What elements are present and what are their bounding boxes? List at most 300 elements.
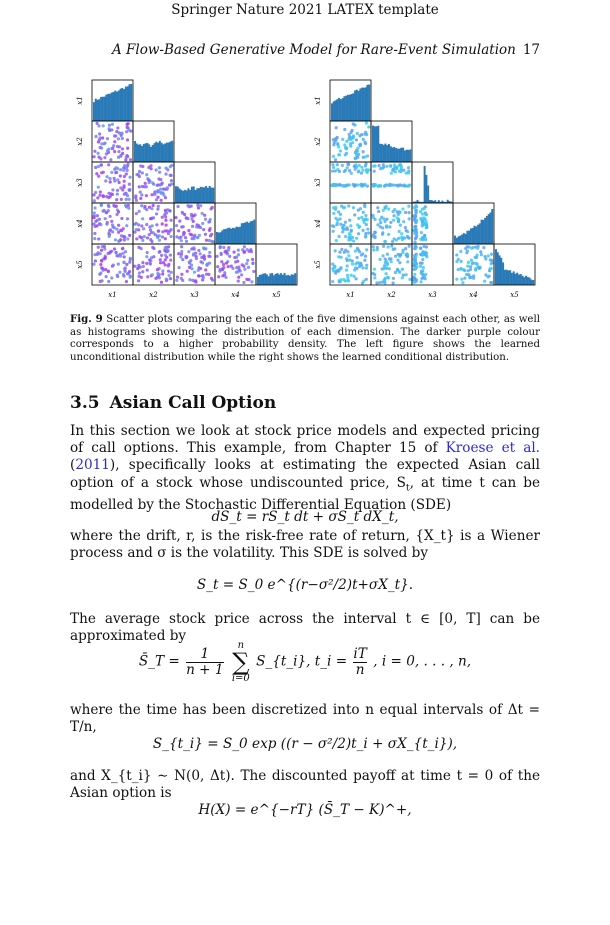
- scatter-point: [155, 212, 158, 215]
- scatter-point: [408, 245, 411, 248]
- scatter-point: [366, 154, 369, 157]
- scatter-point: [96, 122, 99, 125]
- scatter-point: [479, 250, 482, 253]
- histogram-bar: [179, 189, 181, 203]
- scatter-point: [139, 191, 142, 194]
- histogram-bar: [513, 271, 515, 285]
- scatter-point: [98, 218, 101, 221]
- histogram-bar: [347, 95, 349, 121]
- scatter-point: [364, 255, 367, 258]
- scatter-point: [103, 156, 106, 159]
- histogram-bar: [236, 227, 238, 244]
- scatter-point: [107, 232, 110, 235]
- axis-label-bottom: x3: [190, 291, 199, 299]
- scatter-point: [110, 128, 113, 131]
- scatter-point: [222, 266, 225, 269]
- histogram-bar: [475, 226, 477, 244]
- scatter-point: [125, 280, 128, 283]
- scatter-point: [120, 234, 123, 237]
- scatter-point: [345, 140, 348, 143]
- cell-r4-c2: [371, 203, 412, 244]
- sigma-symbol: ∑: [232, 648, 250, 676]
- scatter-point: [476, 247, 479, 250]
- scatter-point: [383, 264, 386, 267]
- citation-link[interactable]: Kroese et al.: [445, 440, 541, 457]
- scatter-point: [345, 184, 348, 187]
- scatter-point: [347, 254, 350, 257]
- scatter-point: [123, 180, 126, 183]
- scatter-point: [101, 136, 104, 139]
- scatter-point: [373, 273, 376, 276]
- paragraph-payoff: and X_{t_i} ∼ N(0, Δt). The discounted payoff at time t = 0 of the Asian option is: [70, 768, 540, 802]
- scatter-point: [469, 265, 472, 268]
- scatter-point: [137, 173, 140, 176]
- scatter-point: [372, 165, 375, 168]
- scatter-point: [126, 237, 129, 240]
- scatter-point: [100, 204, 103, 207]
- scatter-point: [483, 280, 486, 283]
- scatter-point: [348, 219, 351, 222]
- scatter-point: [113, 168, 116, 171]
- scatter-point: [168, 274, 171, 277]
- scatter-point: [187, 250, 190, 253]
- scatter-point: [364, 214, 367, 217]
- scatter-point: [343, 128, 346, 131]
- scatter-point: [100, 146, 103, 149]
- scatter-point: [202, 228, 205, 231]
- histogram-bar: [333, 101, 335, 121]
- histogram-bar: [351, 94, 353, 121]
- scatter-point: [413, 247, 416, 250]
- scatter-point: [374, 218, 377, 221]
- histogram-bar: [175, 186, 177, 203]
- scatter-point: [151, 273, 154, 276]
- histogram-bar: [148, 144, 150, 162]
- scatter-point: [116, 126, 119, 129]
- scatter-point: [364, 232, 367, 235]
- scatter-point: [210, 277, 213, 280]
- scatter-point: [336, 221, 339, 224]
- scatter-point: [140, 247, 143, 250]
- cell-r5-c2: [133, 244, 174, 285]
- histogram-bar: [388, 144, 390, 162]
- scatter-point: [470, 259, 473, 262]
- scatter-point: [351, 236, 354, 239]
- cell-r3-c2: [133, 162, 174, 203]
- scatter-point: [116, 145, 119, 148]
- scatter-point: [169, 165, 172, 168]
- scatter-point: [225, 251, 228, 254]
- scatter-point: [331, 262, 334, 265]
- scatter-point: [356, 261, 359, 264]
- histogram-bar: [379, 144, 381, 162]
- scatter-point: [188, 266, 191, 269]
- histogram-bar: [113, 92, 115, 121]
- scatter-point: [354, 157, 357, 160]
- cell-r4-c2: [133, 203, 174, 244]
- scatter-point: [151, 224, 154, 227]
- scatter-point: [167, 264, 170, 267]
- scatter-point: [357, 226, 360, 229]
- scatter-point: [100, 163, 103, 166]
- scatter-point: [162, 187, 165, 190]
- scatter-point: [196, 203, 199, 206]
- scatter-point: [124, 192, 127, 195]
- scatter-point: [166, 250, 169, 253]
- scatter-point: [387, 207, 390, 210]
- scatter-point: [121, 247, 124, 250]
- scatter-point: [237, 276, 240, 279]
- scatter-point: [111, 147, 114, 150]
- scatter-point: [122, 227, 125, 230]
- scatter-point: [487, 254, 490, 257]
- histogram-bar: [488, 214, 490, 244]
- scatter-point: [129, 276, 132, 279]
- scatter-point: [421, 258, 424, 261]
- scatter-point: [364, 164, 367, 167]
- histogram-bar: [230, 229, 232, 244]
- scatter-point: [424, 277, 427, 280]
- histogram-bar: [406, 150, 408, 162]
- scatter-point: [247, 266, 250, 269]
- scatter-point: [115, 205, 118, 208]
- cell-r5-c1: [92, 244, 133, 285]
- scatter-point: [363, 205, 366, 208]
- scatter-point: [352, 239, 355, 242]
- scatter-point: [104, 179, 107, 182]
- scatter-point: [421, 207, 424, 210]
- scatter-point: [394, 255, 397, 258]
- scatter-point: [156, 268, 159, 271]
- scatter-point: [141, 165, 144, 168]
- histogram-bar: [530, 280, 532, 285]
- scatter-point: [332, 166, 335, 169]
- scatter-point: [364, 217, 367, 220]
- scatter-point: [392, 277, 395, 280]
- scatter-point: [365, 223, 368, 226]
- scatter-point: [376, 206, 379, 209]
- histogram-bar: [237, 227, 239, 244]
- histogram-bar: [196, 188, 198, 203]
- scatter-point: [419, 280, 422, 283]
- scatter-point: [381, 267, 384, 270]
- scatter-point: [139, 197, 142, 200]
- scatter-point: [358, 250, 361, 253]
- scatter-point: [98, 194, 101, 197]
- scatter-point: [423, 245, 426, 248]
- scatter-point: [105, 275, 108, 278]
- scatter-point: [187, 229, 190, 232]
- scatter-point: [467, 245, 470, 248]
- scatter-point: [363, 133, 366, 136]
- scatter-point: [482, 246, 485, 249]
- scatter-point: [252, 270, 255, 273]
- scatter-point: [125, 224, 128, 227]
- scatter-point: [119, 132, 122, 135]
- scatter-point: [122, 186, 125, 189]
- scatter-point: [247, 250, 250, 253]
- axis-label-bottom: x4: [469, 291, 478, 299]
- cell-r3-c3: [412, 162, 453, 203]
- scatter-point: [419, 262, 422, 265]
- scatter-point: [354, 249, 357, 252]
- histogram-bar: [338, 98, 340, 121]
- scatter-point: [108, 124, 111, 127]
- eq3-frac2-num: iT: [353, 645, 367, 662]
- eq3-sum-bot: i=0: [231, 673, 250, 684]
- histogram-bar: [277, 273, 279, 285]
- histogram-bar: [116, 92, 118, 121]
- cell-r5-c4: [453, 244, 494, 285]
- scatter-point: [99, 157, 102, 160]
- scatter-point: [378, 184, 381, 187]
- scatter-point: [360, 216, 363, 219]
- intro-text-2: ), specifically looks at estimating the expected Asian call option of a stock whose undiscounted price, S: [70, 457, 540, 491]
- histogram-bar: [458, 236, 460, 244]
- scatter-point: [150, 167, 153, 170]
- scatter-point: [135, 212, 138, 215]
- scatter-point: [97, 152, 100, 155]
- histogram-bar: [359, 89, 361, 121]
- histogram-bar: [161, 143, 163, 162]
- scatter-point: [158, 166, 161, 169]
- scatter-point: [140, 236, 143, 239]
- histogram-bar: [342, 98, 344, 121]
- histogram-bar: [182, 191, 184, 203]
- histogram-bar: [193, 186, 195, 203]
- scatter-point: [113, 140, 116, 143]
- scatter-point: [381, 226, 384, 229]
- scatter-point: [119, 186, 122, 189]
- histogram-bar: [461, 235, 463, 244]
- scatter-point: [191, 279, 194, 282]
- scatter-point: [144, 182, 147, 185]
- scatter-point: [140, 193, 143, 196]
- histogram-bar: [374, 126, 376, 162]
- scatter-point: [408, 217, 411, 220]
- scatter-point: [105, 211, 108, 214]
- scatter-point: [401, 276, 404, 279]
- scatter-point: [240, 273, 243, 276]
- eq3-tail: , i = 0, . . . , n,: [373, 653, 472, 670]
- scatter-point: [396, 268, 399, 271]
- histogram-bar: [392, 148, 394, 162]
- histogram-bar: [155, 142, 157, 162]
- scatter-point: [358, 164, 361, 167]
- scatter-point: [123, 164, 126, 167]
- scatter-point: [389, 257, 392, 260]
- scatter-point: [216, 255, 219, 258]
- scatter-point: [358, 134, 361, 137]
- scatter-point: [127, 129, 130, 132]
- scatter-point: [204, 218, 207, 221]
- scatter-point: [109, 215, 112, 218]
- scatter-point: [455, 278, 458, 281]
- histogram-bar: [383, 145, 385, 162]
- cell-r5-c5: [494, 244, 535, 285]
- scatter-point: [180, 250, 183, 253]
- axis-label-left: x2: [76, 137, 84, 146]
- eq3-fraction: [186, 647, 223, 678]
- scatter-point: [125, 205, 128, 208]
- scatter-point: [93, 150, 96, 153]
- scatter-point: [149, 164, 152, 167]
- scatter-point: [377, 210, 380, 213]
- scatter-point: [188, 278, 191, 281]
- histogram-bar: [518, 275, 520, 285]
- axis-label-left: x2: [314, 137, 322, 146]
- scatter-point: [425, 220, 428, 223]
- scatter-point: [184, 255, 187, 258]
- scatter-point: [332, 212, 335, 215]
- histogram-bar: [354, 90, 356, 121]
- scatter-point: [180, 245, 183, 248]
- equation-payoff: H(X) = e^{−rT} (S̄_T − K)^+,: [198, 802, 412, 818]
- histogram-bar: [209, 186, 211, 203]
- histogram-bar: [484, 218, 486, 244]
- scatter-point: [200, 256, 203, 259]
- histogram-bar: [482, 220, 484, 244]
- histogram-bar: [284, 273, 286, 285]
- scatter-point: [471, 262, 474, 265]
- histogram-bar: [424, 166, 426, 203]
- histogram-bar: [139, 144, 141, 162]
- histogram-bar: [397, 149, 399, 162]
- eq3-frac2-den: n: [353, 662, 366, 678]
- caption-label: Fig. 9: [70, 313, 103, 325]
- scatter-point: [170, 174, 173, 177]
- scatter-point: [165, 277, 168, 280]
- histogram-bar: [111, 93, 113, 121]
- scatter-point: [116, 189, 119, 192]
- histogram-bar: [516, 273, 518, 285]
- scatter-point: [237, 249, 240, 252]
- scatter-point: [381, 231, 384, 234]
- histogram-bar: [195, 190, 197, 203]
- scatter-point: [365, 122, 368, 125]
- page-number: 17: [522, 42, 540, 58]
- scatter-point: [219, 252, 222, 255]
- scatter-point: [124, 158, 127, 161]
- scatter-point: [332, 269, 335, 272]
- scatter-point: [376, 246, 379, 249]
- scatter-point: [170, 179, 173, 182]
- scatter-point: [125, 198, 128, 201]
- histogram-bar: [244, 222, 246, 244]
- scatter-point: [197, 274, 200, 277]
- scatter-point: [145, 185, 148, 188]
- histogram-bar: [273, 275, 275, 285]
- scatter-point: [349, 244, 352, 247]
- scatter-point: [148, 206, 151, 209]
- scatter-point: [382, 163, 385, 166]
- cell-r1-c1: [92, 80, 133, 121]
- axis-label-bottom: x3: [428, 291, 437, 299]
- scatter-point: [480, 253, 483, 256]
- histogram-bar: [93, 102, 95, 121]
- scatter-point: [192, 237, 195, 240]
- scatter-point: [164, 254, 167, 257]
- histogram-bar: [221, 230, 223, 244]
- scatter-point: [415, 235, 418, 238]
- scatter-point: [333, 141, 336, 144]
- scatter-point: [352, 275, 355, 278]
- histogram-bar: [523, 277, 525, 285]
- scatter-point: [407, 166, 410, 169]
- histogram-bar: [407, 150, 409, 162]
- scatter-point: [490, 267, 493, 270]
- scatter-point: [373, 268, 376, 271]
- histogram-bar: [202, 187, 204, 203]
- scatter-point: [394, 271, 397, 274]
- scatter-point: [145, 194, 148, 197]
- scatter-point: [197, 206, 200, 209]
- scatter-point: [425, 252, 428, 255]
- scatter-point: [405, 252, 408, 255]
- histogram-bar: [366, 85, 368, 121]
- scatter-point: [334, 206, 337, 209]
- scatter-point: [338, 250, 341, 253]
- scatter-point: [337, 153, 340, 156]
- scatter-point: [104, 256, 107, 259]
- scatter-point: [126, 164, 129, 167]
- scatter-point: [104, 268, 107, 271]
- scatter-point: [169, 259, 172, 262]
- scatter-point: [347, 279, 350, 282]
- citation-year-link[interactable]: 2011: [75, 457, 110, 474]
- scatter-point: [96, 253, 99, 256]
- scatter-point: [157, 183, 160, 186]
- scatter-point: [355, 256, 358, 259]
- scatter-point: [335, 239, 338, 242]
- scatter-point: [400, 236, 403, 239]
- scatter-point: [465, 251, 468, 254]
- scatter-point: [404, 247, 407, 250]
- scatter-point: [352, 136, 355, 139]
- scatter-point: [467, 273, 470, 276]
- scatter-point: [357, 232, 360, 235]
- scatter-point: [164, 173, 167, 176]
- histogram-bar: [205, 186, 207, 203]
- scatter-point: [407, 205, 410, 208]
- histogram-bar: [425, 175, 427, 203]
- axis-label-bottom: x5: [272, 291, 281, 299]
- scatter-point: [203, 214, 206, 217]
- scatter-point: [337, 145, 340, 148]
- scatter-point: [217, 275, 220, 278]
- scatter-point: [116, 274, 119, 277]
- scatter-point: [145, 208, 148, 211]
- scatter-point: [353, 213, 356, 216]
- scatter-point: [464, 247, 467, 250]
- histogram-bar: [477, 225, 479, 244]
- running-head: Springer Nature 2021 LATEX template: [171, 2, 439, 18]
- scatter-point: [351, 183, 354, 186]
- scatter-point: [164, 229, 167, 232]
- histogram-bar: [525, 276, 527, 285]
- histogram-bar: [127, 86, 129, 121]
- scatter-point: [387, 184, 390, 187]
- scatter-point: [334, 217, 337, 220]
- scatter-point: [385, 224, 388, 227]
- scatter-point: [463, 269, 466, 272]
- scatter-point: [156, 208, 159, 211]
- scatter-point: [108, 177, 111, 180]
- histogram-bar: [434, 200, 436, 203]
- histogram-bar: [489, 212, 491, 244]
- equation-sde: dS_t = rS_t dt + σS_t dX_t,: [211, 509, 399, 525]
- scatter-point: [397, 220, 400, 223]
